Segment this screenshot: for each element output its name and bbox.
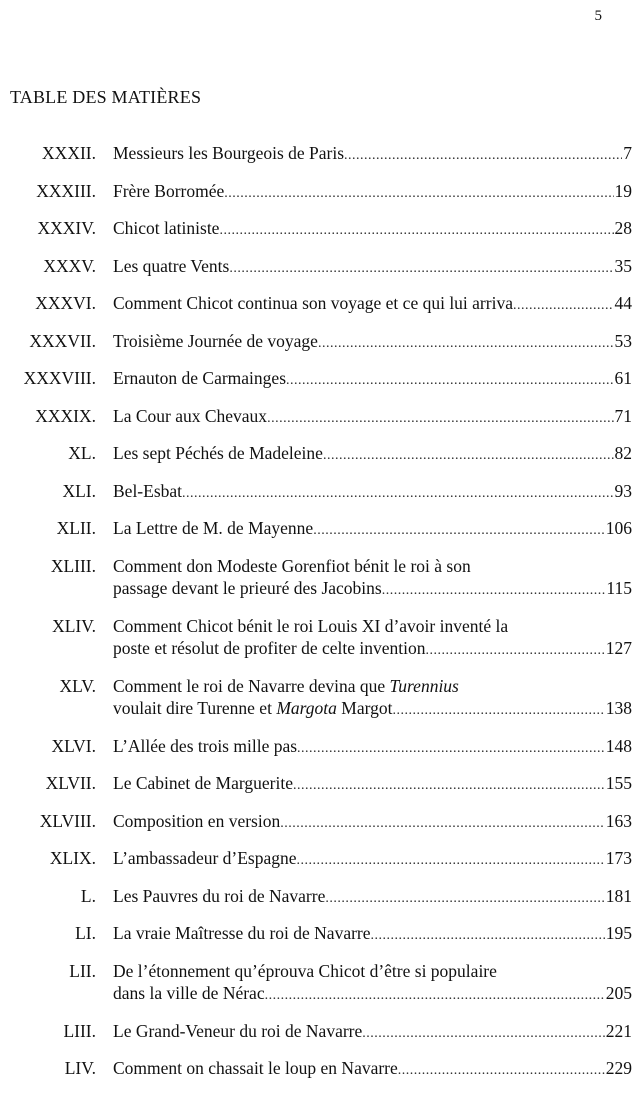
chapter-numeral: XLIII. (50, 555, 96, 576)
dot-leader (265, 985, 605, 1007)
chapter-numeral: L. (80, 885, 96, 906)
chapter-title-text: Bel-Esbat (113, 480, 183, 501)
chapter-title-lastline (113, 735, 632, 760)
chapter-numeral: XLIV. (52, 615, 96, 636)
chapter-title (113, 810, 632, 835)
dot-leader (297, 850, 605, 872)
chapter-title (113, 517, 632, 542)
chapter-title-lastline (113, 982, 632, 1007)
page-reference: 229 (605, 1058, 632, 1078)
chapter-numeral: LI. (75, 923, 96, 943)
chapter-title-lastline (113, 142, 632, 167)
dot-leader (280, 813, 605, 835)
chapter-title-text: Comment on chassait le loup en Navarre (113, 1058, 398, 1078)
chapter-numeral: XXXVIII. (23, 368, 96, 388)
page-reference: 155 (605, 773, 632, 793)
dot-leader (224, 183, 613, 205)
toc-entry[interactable] (0, 180, 632, 205)
chapter-title-text: La Cour aux Chevaux (113, 405, 268, 426)
chapter-title-line: Comment le roi de Navarre devina que Turennius (113, 675, 459, 696)
chapter-numeral: XXXII. (42, 143, 96, 163)
dot-leader (393, 700, 605, 722)
dot-leader (286, 370, 613, 392)
chapter-title-text: Composition en version (113, 810, 281, 831)
page-reference: 181 (605, 885, 632, 906)
page-reference: 115 (606, 577, 632, 598)
toc-entry[interactable] (0, 292, 632, 317)
chapter-title (113, 217, 632, 242)
chapter-title (113, 735, 632, 760)
dot-leader (267, 408, 613, 430)
chapter-title-text: Ernauton de Carmainges (113, 368, 287, 388)
chapter-numeral: LIV. (64, 1058, 96, 1078)
toc-entry[interactable] (0, 1020, 632, 1045)
toc-entry[interactable] (0, 885, 632, 910)
chapter-title-lastline (113, 810, 632, 835)
page-reference: 127 (605, 637, 632, 658)
toc-entry[interactable] (0, 555, 632, 602)
toc-entry[interactable] (0, 142, 632, 167)
dot-leader (229, 258, 613, 280)
chapter-title (113, 615, 632, 662)
toc-entry[interactable] (0, 1057, 632, 1082)
chapter-title (113, 480, 632, 505)
chapter-title (113, 885, 632, 910)
chapter-title-lastline (113, 1020, 632, 1045)
chapter-title-text: dans la ville de Nérac (113, 982, 265, 1003)
dot-leader (219, 220, 613, 242)
table-of-contents (0, 142, 632, 1095)
page-reference: 28 (614, 218, 632, 238)
page-reference: 35 (614, 255, 632, 276)
chapter-title (113, 330, 632, 355)
chapter-numeral: XLI. (62, 480, 96, 501)
page-reference: 163 (605, 810, 632, 831)
chapter-title-text: Troisième Journée de voyage (113, 330, 318, 351)
page-title: TABLE DES MATIÈRES (10, 87, 202, 107)
page-reference: 205 (605, 982, 632, 1003)
chapter-title-text: Le Grand-Veneur du roi de Navarre (113, 1020, 363, 1041)
dot-leader (513, 295, 614, 317)
chapter-title-lastline (113, 637, 632, 662)
chapter-numeral: XLVI. (51, 735, 96, 756)
dot-leader (425, 640, 604, 662)
toc-entry[interactable] (0, 847, 632, 872)
chapter-numeral: LIII. (63, 1020, 96, 1041)
chapter-numeral: XXXVII. (29, 330, 96, 351)
dot-leader (297, 738, 605, 760)
toc-entry[interactable] (0, 735, 632, 760)
toc-entry[interactable] (0, 255, 632, 280)
chapter-title-text: Les quatre Vents (113, 255, 230, 276)
chapter-title-text: La vraie Maîtresse du roi de Navarre (113, 923, 371, 943)
chapter-title-lastline (113, 405, 632, 430)
chapter-numeral: XXXVI. (35, 293, 96, 313)
chapter-title-line: Comment don Modeste Gorenfiot bénit le roi à son (113, 555, 471, 576)
chapter-numeral: XLII. (56, 518, 96, 538)
chapter-title-text: Le Cabinet de Marguerite (113, 773, 293, 793)
italic-word: Turennius (389, 675, 459, 696)
chapter-title (113, 292, 632, 317)
page-reference: 93 (614, 480, 632, 501)
dot-leader (398, 1060, 605, 1082)
chapter-numeral: XLVII. (45, 773, 96, 793)
chapter-title (113, 772, 632, 797)
dot-leader (313, 520, 605, 542)
toc-entry[interactable] (0, 405, 632, 430)
page-reference: 148 (605, 735, 632, 756)
chapter-title-line: De l’étonnement qu’éprouva Chicot d’être si populaire (113, 960, 497, 981)
dot-leader (323, 445, 614, 467)
chapter-numeral: XLIX. (49, 848, 96, 868)
chapter-title (113, 405, 632, 430)
chapter-title-text: voulait dire Turenne et Margota Margot (113, 697, 393, 718)
dot-leader (371, 925, 605, 947)
chapter-title-text: La Lettre de M. de Mayenne (113, 518, 314, 538)
page-reference: 173 (605, 848, 632, 868)
chapter-numeral: XXXIX. (35, 405, 96, 426)
dot-leader (293, 775, 605, 797)
chapter-title (113, 922, 632, 947)
chapter-title-lastline (113, 517, 632, 542)
toc-entry[interactable] (0, 772, 632, 797)
chapter-title-text: Chicot latiniste (113, 218, 220, 238)
chapter-numeral: LII. (69, 960, 96, 981)
toc-entry[interactable] (0, 810, 632, 835)
page-reference: 61 (614, 368, 632, 388)
page-reference: 106 (605, 518, 632, 538)
chapter-numeral: XXXIV. (37, 218, 96, 238)
dot-leader (382, 580, 606, 602)
chapter-title (113, 675, 632, 722)
page-reference: 221 (605, 1020, 632, 1041)
chapter-title (113, 180, 632, 205)
dot-leader (344, 145, 622, 167)
chapter-title-lastline (113, 885, 632, 910)
toc-entry[interactable] (0, 922, 632, 947)
chapter-title-text: Messieurs les Bourgeois de Paris (113, 143, 345, 163)
chapter-title-text: Frère Borromée (113, 180, 225, 201)
chapter-title-lastline (113, 180, 632, 205)
chapter-title-lastline (113, 255, 632, 280)
chapter-title-text: Les Pauvres du roi de Navarre (113, 885, 326, 906)
chapter-title (113, 555, 632, 602)
dot-leader (318, 333, 614, 355)
page-reference: 53 (614, 330, 632, 351)
chapter-title-lastline (113, 577, 632, 602)
chapter-title-lastline (113, 480, 632, 505)
chapter-title (113, 1020, 632, 1045)
chapter-title-lastline (113, 1057, 632, 1082)
chapter-title-text: Les sept Péchés de Madeleine (113, 443, 323, 463)
toc-entry[interactable] (0, 675, 632, 722)
chapter-numeral: XL. (68, 443, 96, 463)
chapter-numeral: XLVIII. (39, 810, 96, 831)
toc-entry[interactable] (0, 217, 632, 242)
toc-entry[interactable] (0, 480, 632, 505)
toc-entry[interactable] (0, 517, 632, 542)
page-reference: 82 (614, 443, 632, 463)
italic-word: Margota (276, 697, 337, 718)
chapter-title (113, 367, 632, 392)
chapter-numeral: XLV. (59, 675, 96, 696)
toc-entry[interactable] (0, 442, 632, 467)
chapter-title-text: passage devant le prieuré des Jacobins (113, 577, 382, 598)
chapter-title-lastline (113, 330, 632, 355)
page-reference: 195 (605, 923, 632, 943)
chapter-title-line: Comment Chicot bénit le roi Louis XI d’avoir inventé la (113, 615, 509, 636)
chapter-title-lastline (113, 847, 632, 872)
chapter-title (113, 847, 632, 872)
chapter-title-lastline (113, 697, 632, 722)
chapter-numeral: XXXIII. (36, 180, 96, 201)
toc-entry[interactable] (0, 330, 632, 355)
toc-entry[interactable] (0, 615, 632, 662)
chapter-title (113, 142, 632, 167)
chapter-title-lastline (113, 442, 632, 467)
page-reference: 44 (614, 293, 632, 313)
chapter-title-lastline (113, 772, 632, 797)
page-reference: 138 (605, 697, 632, 718)
toc-entry[interactable] (0, 960, 632, 1007)
chapter-title-lastline (113, 217, 632, 242)
chapter-title-lastline (113, 292, 632, 317)
chapter-title-text: L’ambassadeur d’Espagne (113, 848, 297, 868)
dot-leader (362, 1023, 604, 1045)
chapter-title (113, 960, 632, 1007)
toc-entry[interactable] (0, 367, 632, 392)
chapter-title-text: Comment Chicot continua son voyage et ce qui lui arriva (113, 293, 513, 313)
chapter-numeral: XXXV. (43, 255, 96, 276)
page-reference: 7 (623, 143, 632, 163)
chapter-title-lastline (113, 922, 632, 947)
page-reference: 71 (614, 405, 632, 426)
chapter-title (113, 255, 632, 280)
chapter-title (113, 442, 632, 467)
page-number: 5 (594, 8, 602, 24)
dot-leader (325, 888, 604, 910)
page-reference: 19 (614, 180, 632, 201)
chapter-title (113, 1057, 632, 1082)
dot-leader (182, 483, 613, 505)
chapter-title-lastline (113, 367, 632, 392)
chapter-title-text: poste et résolut de profiter de celte invention (113, 637, 426, 658)
chapter-title-text: L’Allée des trois mille pas (113, 735, 298, 756)
